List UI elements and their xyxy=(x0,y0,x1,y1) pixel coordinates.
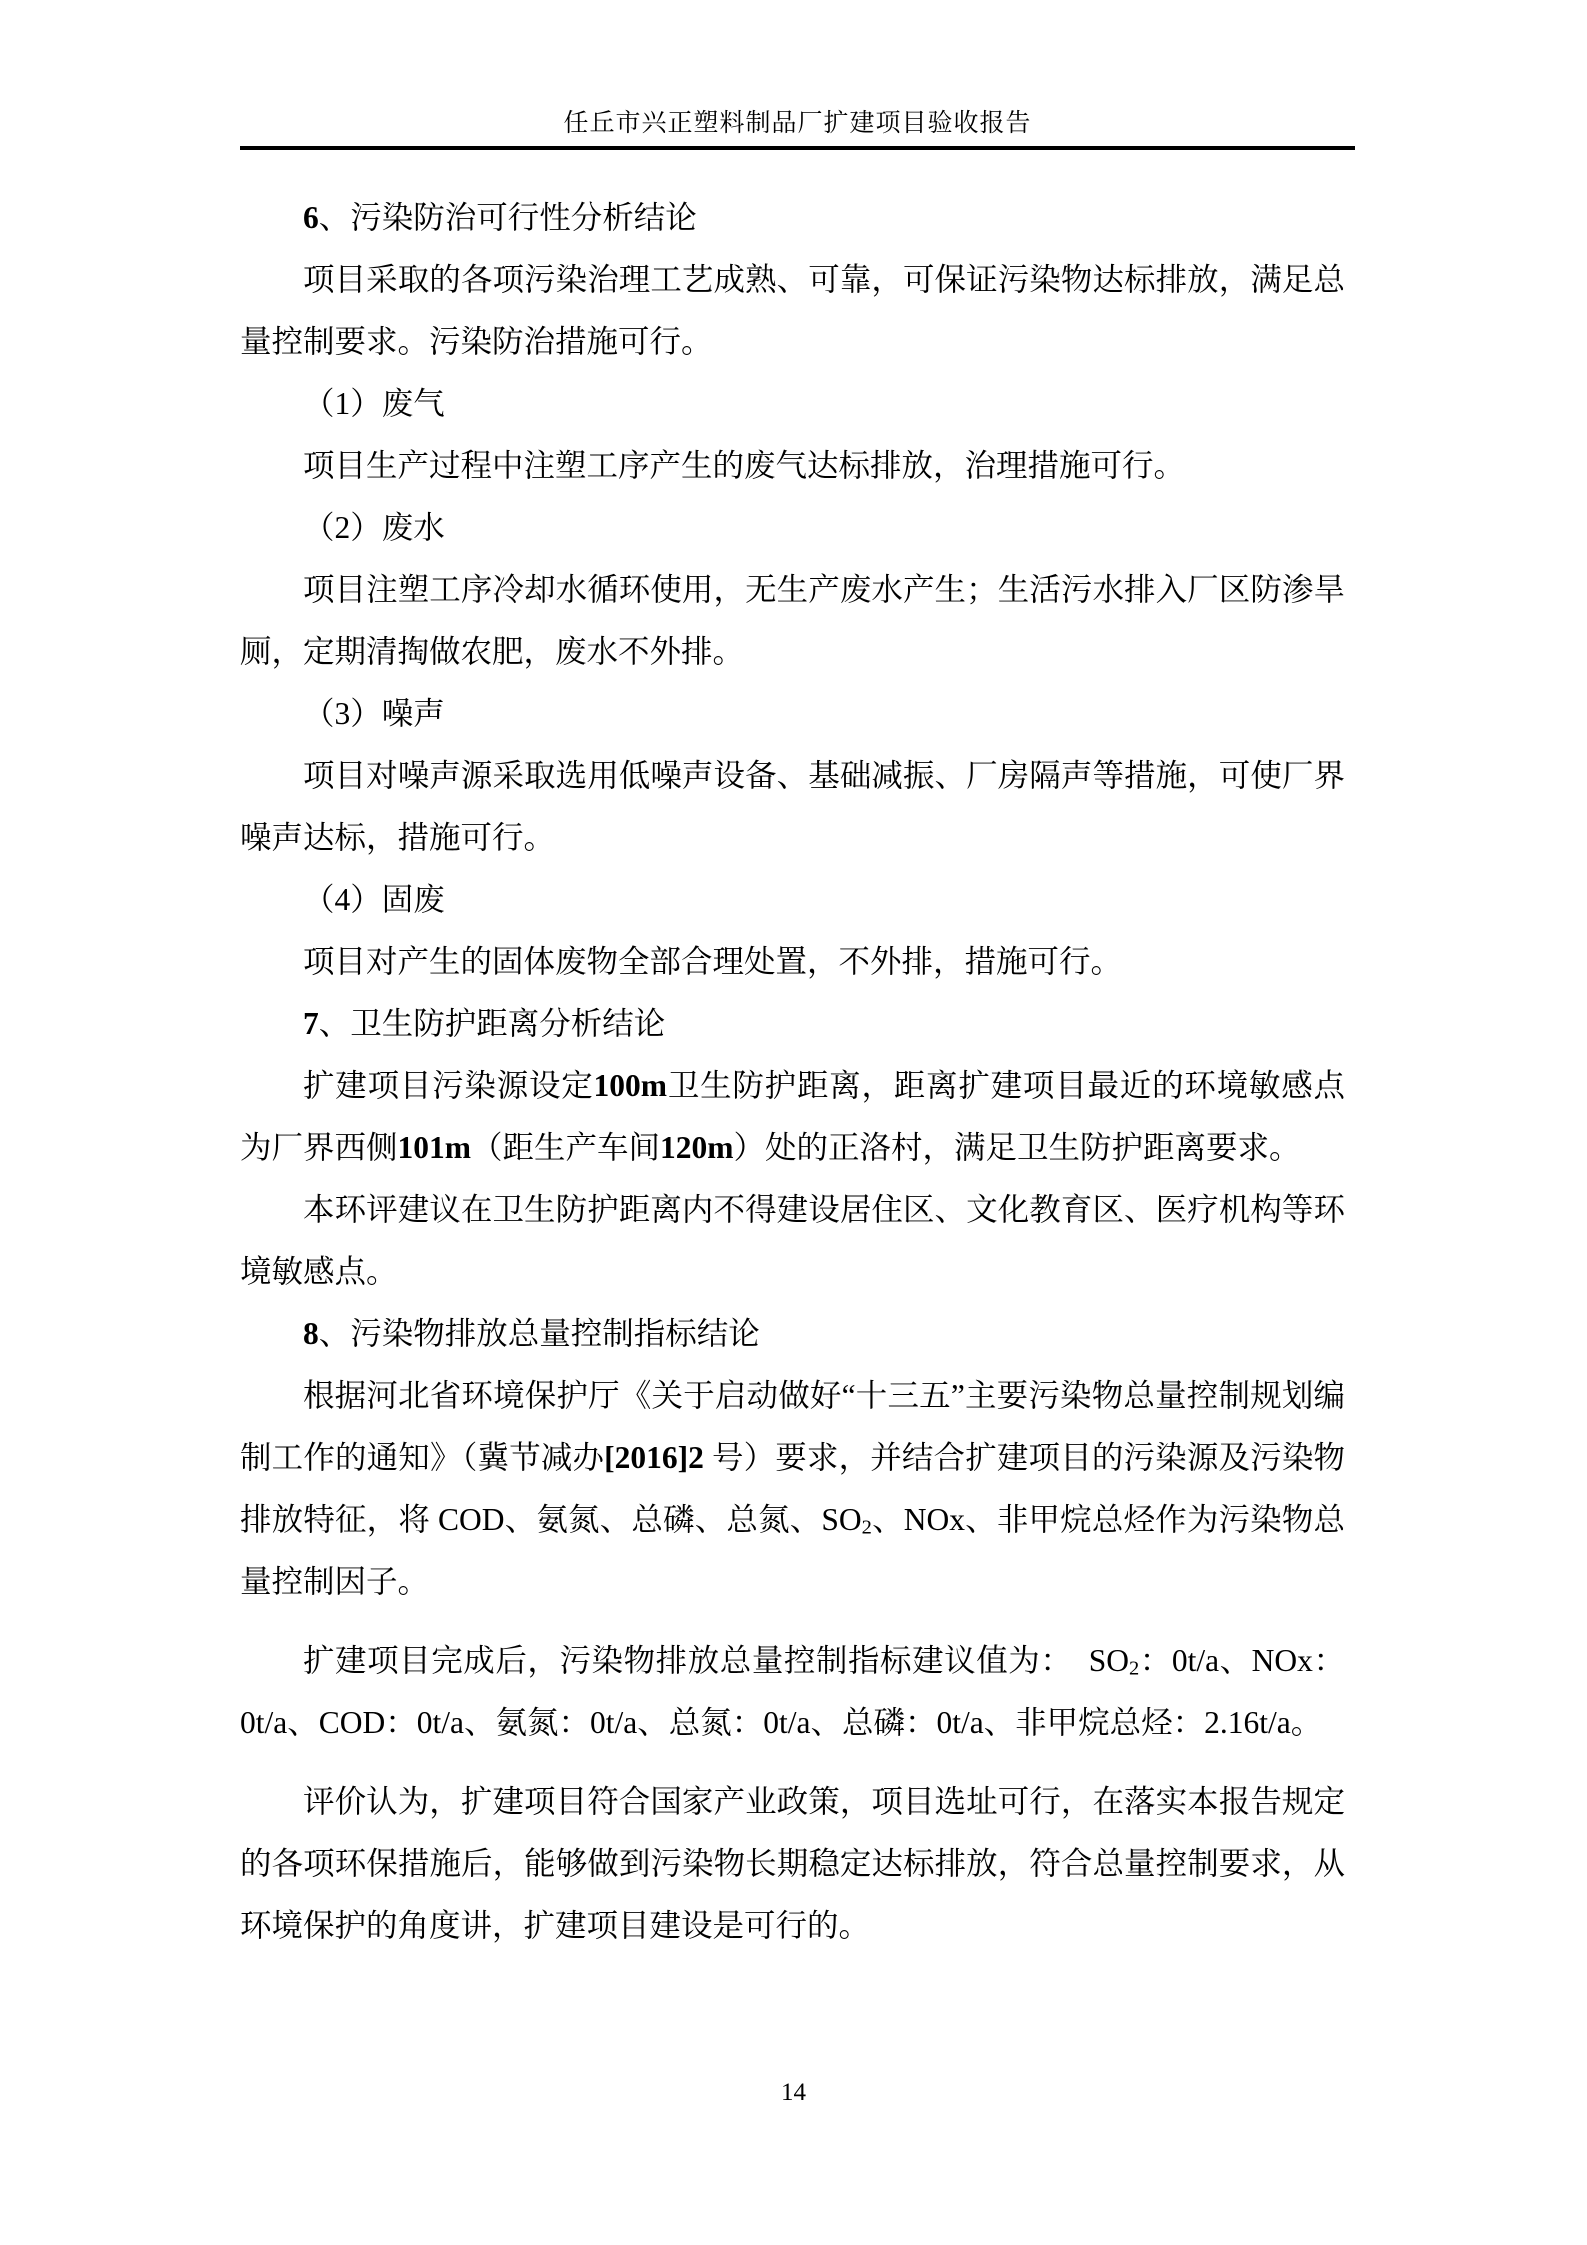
header-rule-divider xyxy=(240,146,1355,150)
sub-heading xyxy=(240,497,1345,559)
section-heading xyxy=(240,1303,1345,1365)
text-run: 100m xyxy=(593,1068,668,1103)
text-run: 2 xyxy=(1128,1657,1140,1680)
paragraph xyxy=(240,249,1345,373)
text-run: 项目生产过程中注塑工序产生的废气达标排放，治理措施可行。 xyxy=(303,448,1186,483)
text-run: 、NOx、非甲烷总烃作为污染物总量控制因子。 xyxy=(240,1502,1345,1599)
paragraph xyxy=(240,435,1345,497)
text-run: 、卫生防护距离分析结论 xyxy=(318,1006,666,1041)
paragraph xyxy=(240,1771,1345,1957)
paragraph xyxy=(240,745,1345,869)
page-header-title: 任丘市兴正塑料制品厂扩建项目验收报告 xyxy=(563,110,1032,137)
text-run: ：0t/a、NOx：0t/a、COD：0t/a、氨氮：0t/a、总氮：0t/a、总磷：0t/a、非甲烷总烃：2.16t/a。 xyxy=(240,1643,1345,1740)
text-run: 、污染物排放总量控制指标结论 xyxy=(318,1316,760,1351)
section-heading xyxy=(240,187,1345,249)
text-run: （4）固废 xyxy=(303,882,445,917)
sub-heading xyxy=(240,869,1345,931)
text-run: ）处的正洛村，满足卫生防护距离要求。 xyxy=(733,1130,1301,1165)
text-run: 扩建项目完成后，污染物排放总量控制指标建议值为： SO xyxy=(303,1643,1129,1678)
text-run: 项目注塑工序冷却水循环使用，无生产废水产生；生活污水排入厂区防渗旱厕，定期清掏做农肥，废水不外排。 xyxy=(240,572,1345,669)
text-run: 项目对噪声源采取选用低噪声设备、基础减振、厂房隔声等措施，可使厂界噪声达标，措施可行。 xyxy=(240,758,1345,855)
text-run: 120m xyxy=(660,1130,734,1165)
text-run: 8 xyxy=(303,1316,319,1351)
text-run: 号）要求，并结合扩建项目的污染源及污染物排放特征，将 COD、氨氮、总磷、总氮、SO xyxy=(240,1440,1345,1537)
page-number: 14 xyxy=(781,2079,806,2106)
text-run: （距生产车间 xyxy=(471,1130,661,1165)
sub-heading xyxy=(240,373,1345,435)
text-run: 评价认为，扩建项目符合国家产业政策，项目选址可行，在落实本报告规定的各项环保措施后，能够做到污染物长期稳定达标排放，符合总量控制要求，从环境保护的角度讲，扩建项目建设是可行的。 xyxy=(240,1784,1345,1943)
paragraph xyxy=(240,1630,1345,1754)
paragraph xyxy=(240,1365,1345,1613)
text-run: 7 xyxy=(303,1006,319,1041)
text-run: 6 xyxy=(303,200,319,235)
section-heading xyxy=(240,993,1345,1055)
document-body xyxy=(240,187,1345,1957)
text-run: 卫生防护距离，距离扩建项目最近的环境敏感点为厂界西侧 xyxy=(240,1068,1345,1165)
text-run: 根据河北省环境保护厅《关于启动做好“十三五”主要污染物总量控制规划编制工作的通知》（冀节减办 xyxy=(240,1378,1345,1475)
text-run: （2）废水 xyxy=(303,510,445,545)
text-run: [2016]2 xyxy=(604,1440,704,1475)
text-run: 101m xyxy=(397,1130,472,1165)
paragraph xyxy=(240,931,1345,993)
text-run: 扩建项目污染源设定 xyxy=(303,1068,594,1103)
paragraph xyxy=(240,1055,1345,1179)
sub-heading xyxy=(240,683,1345,745)
text-run: 2 xyxy=(861,1516,872,1539)
text-run: 、污染防治可行性分析结论 xyxy=(318,200,697,235)
paragraph xyxy=(240,559,1345,683)
text-run: 本环评建议在卫生防护距离内不得建设居住区、文化教育区、医疗机构等环境敏感点。 xyxy=(240,1192,1345,1289)
page-footer xyxy=(0,2078,1587,2108)
text-run: （1）废气 xyxy=(303,386,445,421)
text-run: 项目采取的各项污染治理工艺成熟、可靠，可保证污染物达标排放，满足总量控制要求。污染防治措施可行。 xyxy=(240,262,1345,359)
text-run: （3）噪声 xyxy=(303,696,445,731)
text-run: 项目对产生的固体废物全部合理处置，不外排，措施可行。 xyxy=(303,944,1123,979)
paragraph xyxy=(240,1179,1345,1303)
